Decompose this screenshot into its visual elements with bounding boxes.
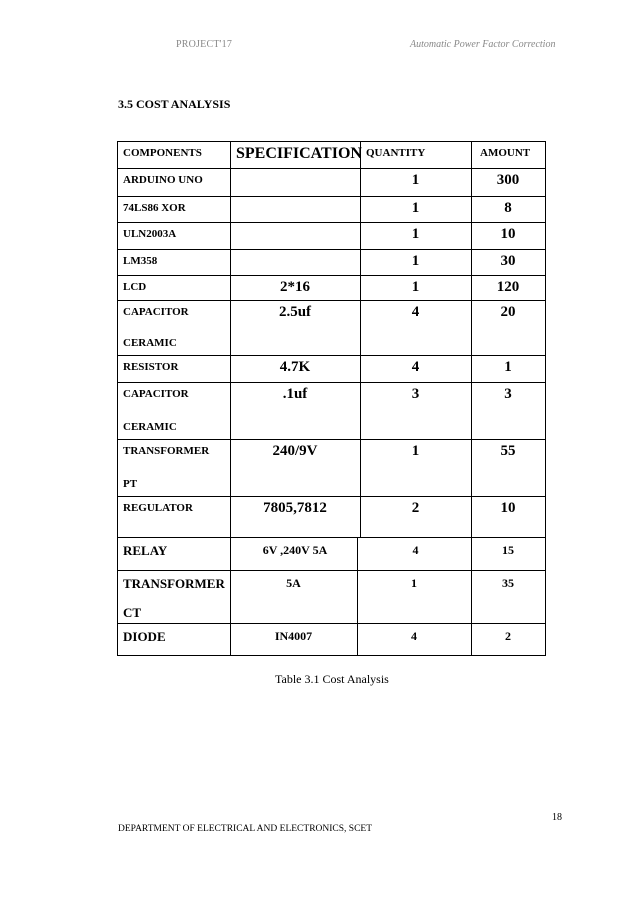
table-rule bbox=[230, 196, 231, 222]
table-rule bbox=[545, 275, 546, 300]
table-row-specification: 2*16 bbox=[280, 279, 310, 295]
table-row-component-line2: CERAMIC bbox=[123, 421, 177, 433]
table-row-component: CAPACITOR bbox=[123, 306, 189, 318]
table-row-quantity: 1 bbox=[411, 172, 420, 188]
table-rule bbox=[230, 168, 231, 196]
table-row-component: TRANSFORMER bbox=[123, 576, 225, 591]
table-rule bbox=[117, 623, 118, 655]
table-row-specification: 7805,7812 bbox=[263, 500, 327, 516]
table-rule bbox=[545, 382, 546, 439]
table-rule bbox=[117, 222, 118, 249]
table-rule bbox=[117, 496, 546, 497]
table-rule bbox=[117, 168, 118, 196]
table-rule bbox=[545, 249, 546, 275]
table-row-amount: 3 bbox=[504, 386, 512, 402]
table-row-component: 74LS86 XOR bbox=[123, 202, 186, 214]
table-row-component: DIODE bbox=[123, 629, 166, 644]
table-row-amount: 10 bbox=[500, 226, 516, 242]
table-row-specification: 6V ,240V 5A bbox=[262, 543, 328, 557]
table-row-component: CAPACITOR bbox=[123, 388, 189, 400]
table-row-component-line2: CERAMIC bbox=[123, 337, 177, 349]
table-row-amount: 8 bbox=[504, 200, 512, 216]
table-row-amount: 10 bbox=[500, 500, 516, 516]
table-rule bbox=[117, 275, 118, 300]
table-row-specification: 2.5uf bbox=[278, 304, 312, 320]
table-rule bbox=[117, 168, 546, 169]
table-rule bbox=[545, 570, 546, 623]
table-rule bbox=[230, 249, 231, 275]
table-rule bbox=[545, 537, 546, 570]
table-row-amount: 300 bbox=[496, 172, 520, 188]
table-rule bbox=[117, 355, 546, 356]
table-rule bbox=[117, 196, 118, 222]
table-row-component: RESISTOR bbox=[123, 361, 179, 373]
table-row-component-line2: PT bbox=[123, 478, 138, 490]
table-row-quantity: 1 bbox=[411, 576, 417, 590]
running-header-left: PROJECT'17 bbox=[176, 39, 233, 50]
table-rule bbox=[117, 537, 118, 570]
table-row-component: REGULATOR bbox=[123, 502, 193, 514]
table-caption: Table 3.1 Cost Analysis bbox=[275, 672, 389, 686]
table-rule bbox=[545, 168, 546, 196]
table-rule bbox=[545, 623, 546, 655]
table-rule bbox=[117, 655, 546, 656]
table-row-quantity: 1 bbox=[411, 200, 420, 216]
table-rule bbox=[545, 141, 546, 168]
table-rule bbox=[117, 196, 546, 197]
table-row-component: LM358 bbox=[123, 255, 158, 267]
column-header-quantity: QUANTITY bbox=[366, 147, 426, 159]
table-rule bbox=[545, 355, 546, 382]
table-row-quantity: 1 bbox=[411, 443, 420, 459]
column-header-components: COMPONENTS bbox=[123, 147, 202, 159]
table-row-quantity: 1 bbox=[411, 226, 420, 242]
table-row-component: LCD bbox=[123, 281, 147, 293]
table-row-specification: 4.7K bbox=[279, 359, 311, 375]
table-rule bbox=[117, 300, 118, 355]
table-rule bbox=[545, 439, 546, 496]
table-rule bbox=[117, 249, 118, 275]
table-row-amount: 2 bbox=[505, 629, 511, 643]
table-row-quantity: 4 bbox=[412, 543, 419, 557]
table-row-quantity: 3 bbox=[411, 386, 420, 402]
table-row-quantity: 4 bbox=[411, 304, 420, 320]
table-rule bbox=[117, 249, 546, 250]
table-row-quantity: 2 bbox=[411, 500, 420, 516]
table-rule bbox=[117, 300, 546, 301]
table-rule bbox=[545, 300, 546, 355]
table-rule bbox=[117, 382, 118, 439]
running-header-right: Automatic Power Factor Correction bbox=[410, 39, 556, 50]
table-row-component: ULN2003A bbox=[123, 228, 177, 240]
table-row-component: ARDUINO UNO bbox=[123, 174, 203, 186]
table-rule bbox=[117, 570, 118, 623]
table-rule bbox=[117, 570, 546, 571]
table-row-component: TRANSFORMER bbox=[123, 445, 210, 457]
table-rule bbox=[117, 222, 546, 223]
table-row-specification: .1uf bbox=[282, 386, 308, 402]
table-rule bbox=[117, 439, 546, 440]
section-title: 3.5 COST ANALYSIS bbox=[118, 97, 231, 111]
table-row-quantity: 4 bbox=[411, 629, 417, 643]
table-rule bbox=[471, 141, 472, 168]
table-rule bbox=[117, 439, 118, 496]
table-rule bbox=[117, 623, 546, 624]
table-row-amount: 1 bbox=[504, 359, 512, 375]
table-row-component-line2: CT bbox=[123, 605, 142, 620]
table-row-specification: IN4007 bbox=[274, 629, 313, 643]
table-rule bbox=[117, 496, 118, 537]
table-rule bbox=[117, 355, 118, 382]
table-row-amount: 15 bbox=[502, 543, 514, 557]
table-row-specification: 5A bbox=[286, 576, 301, 590]
table-row-amount: 120 bbox=[496, 279, 520, 295]
table-rule bbox=[117, 275, 546, 276]
table-row-specification: 240/9V bbox=[272, 443, 318, 459]
column-header-specification: SPECIFICATION bbox=[236, 145, 362, 162]
table-rule bbox=[230, 141, 231, 168]
table-row-quantity: 1 bbox=[411, 253, 420, 269]
table-rule bbox=[545, 196, 546, 222]
table-row-amount: 30 bbox=[500, 253, 516, 269]
table-rule bbox=[117, 141, 546, 142]
table-rule bbox=[117, 382, 546, 383]
page-number: 18 bbox=[552, 812, 562, 823]
table-rule bbox=[545, 496, 546, 537]
table-row-component: RELAY bbox=[123, 543, 168, 558]
table-rule bbox=[117, 141, 118, 168]
column-header-amount: AMOUNT bbox=[480, 147, 531, 159]
table-row-amount: 20 bbox=[500, 304, 516, 320]
table-rule bbox=[230, 222, 231, 249]
table-rule bbox=[545, 222, 546, 249]
page-footer: DEPARTMENT OF ELECTRICAL AND ELECTRONICS, SCET bbox=[118, 824, 373, 834]
table-row-quantity: 1 bbox=[411, 279, 420, 295]
table-rule bbox=[117, 537, 546, 538]
table-row-quantity: 4 bbox=[411, 359, 420, 375]
table-row-amount: 55 bbox=[500, 443, 516, 459]
table-row-amount: 35 bbox=[502, 576, 514, 590]
